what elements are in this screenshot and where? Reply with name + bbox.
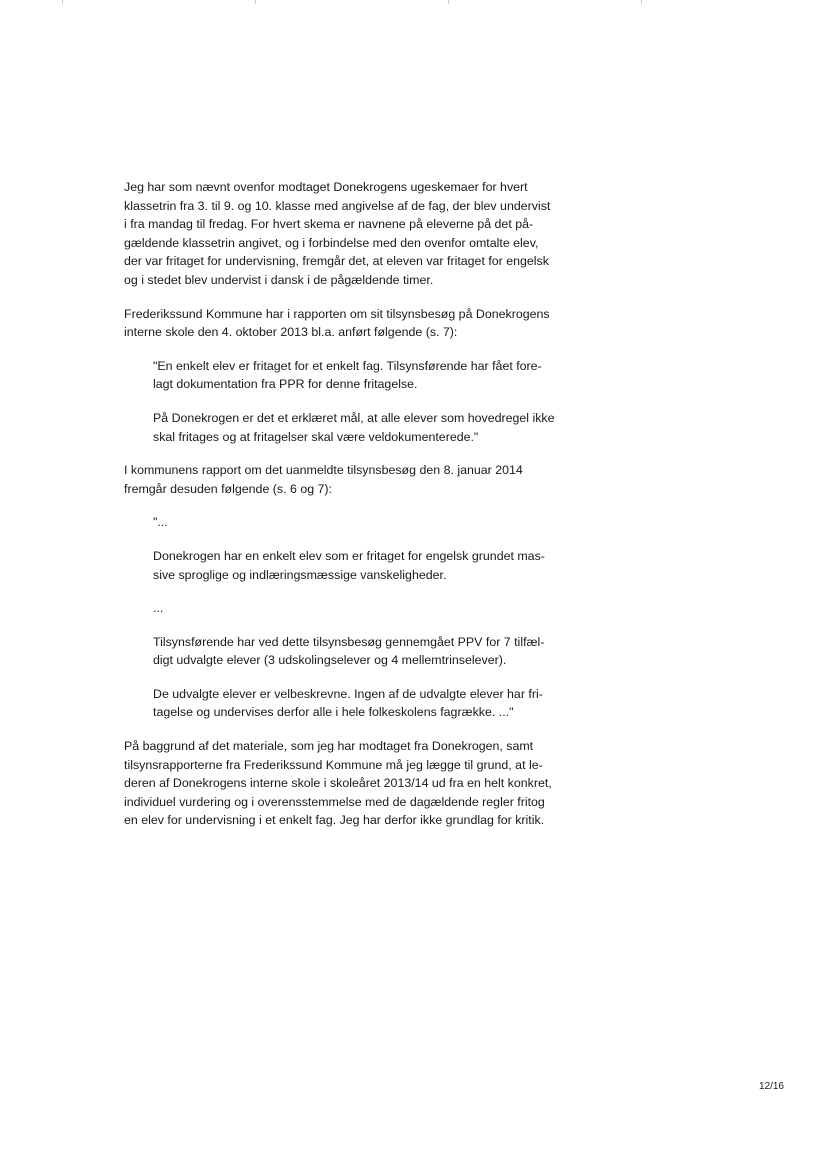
paragraph: På baggrund af det materiale, som jeg har modtaget fra Donekrogen, samt tilsynsrapporterne fra Frederikssund Kommune må jeg lægge til grund, at le- deren af Donekrogens interne skole i skoleåret 2013/14 ud fra en helt konkret, individuel vurdering og i overensstemmelse med de dagældende regler fritog en elev for undervisning i et enkelt fag. Jeg har derfor ikke grundlag for kritik. [124,739,552,828]
quote-paragraph: ... [153,601,164,616]
quote-paragraph: De udvalgte elever er velbeskrevne. Ingen af de udvalgte elever har fri- tagelse og undervises derfor alle i hele folkeskolens fagrække. ..." [153,686,543,720]
quote-paragraph: "En enkelt elev er fritaget for et enkelt fag. Tilsynsførende har fået fore- lagt dokumentation fra PPR for denne fritagelse. [153,358,542,392]
page-number: 12/16 [758,1081,784,1092]
paragraph: Frederikssund Kommune har i rapporten om sit tilsynsbesøg på Donekrogens interne skole den 4. oktober 2013 bl.a. anført følgende (s. 7): [124,306,550,340]
edge-mark [641,0,642,4]
scan-edge-marks [0,0,827,6]
paragraph: I kommunens rapport om det uanmeldte tilsynsbesøg den 8. januar 2014 fremgår desuden følgende (s. 6 og 7): [124,463,523,496]
edge-mark [62,0,63,4]
quote-paragraph: Donekrogen har en enkelt elev som er fritaget for engelsk grundet mas- sive sproglige og indlæringsmæssige vanskeligheder. [153,548,545,582]
quote-paragraph: På Donekrogen er det et erklæret mål, at alle elever som hovedregel ikke skal fritages og at fritagelser skal være veldokumenterede." [153,410,555,444]
quote-paragraph: "... [153,515,168,530]
edge-mark [255,0,256,4]
quote-paragraph: Tilsynsførende har ved dette tilsynsbesøg gennemgået PPV for 7 tilfæl- digt udvalgte elever (3 udskolingselever og 4 mellemtrinselever). [153,634,545,668]
paragraph: Jeg har som nævnt ovenfor modtaget Donekrogens ugeskemaer for hvert klassetrin fra 3. til 9. og 10. klasse med angivelse af de fag, der blev undervist i fra mandag til fredag. For hvert skema er navnene på eleverne på det på- gældende klassetrin angivet, og i forbindelse med den ovenfor omtalte elev, der var fritaget for undervisning, fremgår det, at eleven var fritaget for engelsk og i stedet blev undervist i dansk i de pågældende timer. [124,180,551,287]
edge-mark [448,0,449,4]
document-body [124,178,586,845]
